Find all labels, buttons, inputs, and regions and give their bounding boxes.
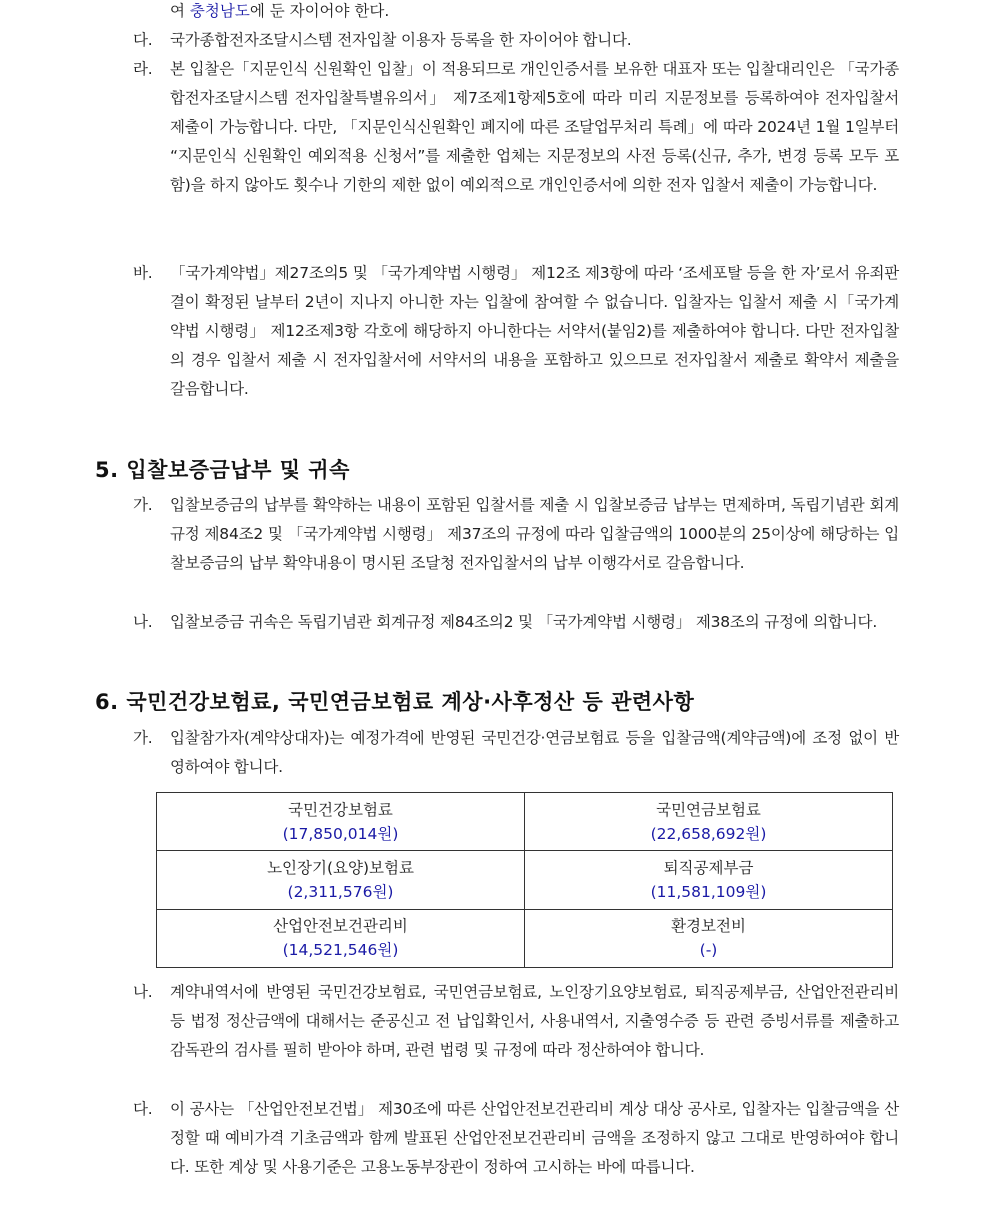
region-highlight: 충청남도	[189, 2, 250, 20]
table-cell	[157, 851, 525, 909]
table-row	[157, 793, 893, 851]
cell-label: 국민연금보험료	[656, 800, 761, 819]
cell-amount: (22,658,692원)	[650, 824, 767, 843]
continuation-prefix: 여	[170, 2, 190, 20]
list-item-ba	[133, 259, 899, 404]
item-marker: 바.	[133, 264, 153, 282]
table-cell	[157, 793, 525, 851]
section-5-heading: 5. 입찰보증금납부 및 귀속	[95, 458, 350, 482]
item-text: 국가종합전자조달시스템 전자입찰 이용자 등록을 한 자이어야 합니다.	[170, 31, 632, 49]
item-marker: 다.	[133, 31, 153, 49]
item-text: 본 입찰은「지문인식 신원확인 입찰」이 적용되므로 개인인증서를 보유한 대표자 또는 입찰대리인은 「국가종합전자조달시스템 전자입찰특별유의서」 제7조제1항제5호에 따라 미리 지문정보를 등록하여야 전자입찰서 제출이 가능합니다. 다만, 「지문인식신원확인 폐지에 따른 조달업무처리 특례」에 따라 2024년 1월 1일부터 “지문인식 신원확인 예외적용 신청서”를 제출한 업체는 지문정보의 사전 등록(신규, 추가, 변경 등록 모두 포함)을 하지 않아도 횟수나 기한의 제한 없이 예외적으로 개인인증서에 의한 전자 입찰서 제출이 가능합니다.	[170, 60, 899, 194]
cell-label: 퇴직공제부금	[663, 858, 754, 877]
item-marker: 라.	[133, 60, 153, 78]
item-text: 계약내역서에 반영된 국민건강보험료, 국민연금보험료, 노인장기요양보험료, 퇴직공제부금, 산업안전관리비 등 법정 정산금액에 대해서는 준공신고 전 납입확인서, 사용내역서, 지출영수증 등 관련 증빙서류를 제출하고 감독관의 검사를 필히 받아야 하며, 관련 법령 및 규정에 따라 정산하여야 합니다.	[170, 983, 899, 1059]
cell-amount: (-)	[699, 941, 718, 960]
item-marker: 나.	[133, 983, 153, 1001]
table-cell	[525, 851, 893, 909]
cell-amount: (14,521,546원)	[282, 941, 399, 960]
cell-label: 환경보전비	[671, 917, 746, 936]
cell-label: 국민건강보험료	[288, 800, 393, 819]
item-text: 이 공사는 「산업안전보건법」 제30조에 따른 산업안전보건관리비 계상 대상 공사로, 입찰자는 입찰금액을 산정할 때 예비가격 기초금액과 함께 발표된 산업안전보건관리비 금액을 조정하지 않고 그대로 반영하여야 합니다. 또한 계상 및 사용기준은 고용노동부장관이 정하여 고시하는 바에 따릅니다.	[170, 1100, 899, 1176]
cell-label: 산업안전보건관리비	[273, 917, 408, 936]
section-6-heading: 6. 국민건강보험료, 국민연금보험료 계상·사후정산 등 관련사항	[95, 690, 695, 714]
continuation-suffix: 에 둔 자이어야 한다.	[249, 2, 390, 20]
list-item-ra	[133, 55, 899, 200]
item-text: 입찰보증금의 납부를 확약하는 내용이 포함된 입찰서를 제출 시 입찰보증금 납부는 면제하며, 독립기념관 회계규정 제84조2 및 「국가계약법 시행령」 제37조의 규정에 따라 입찰금액의 1000분의 25이상에 해당하는 입찰보증금의 납부 확약내용이 명시된 조달청 전자입찰서의 납부 이행각서로 갈음합니다.	[170, 496, 899, 572]
item-text: 「국가계약법」제27조의5 및 「국가계약법 시행령」 제12조 제3항에 따라 ‘조세포탈 등을 한 자’로서 유죄판결이 확정된 날부터 2년이 지나지 아니한 자는 입찰에 참여할 수 없습니다. 입찰자는 입찰서 제출 시「국가계약법 시행령」 제12조제3항 각호에 해당하지 아니한다는 서약서(붙임2)를 제출하여야 합니다. 다만 전자입찰의 경우 입찰서 제출 시 전자입찰서에 서약서의 내용을 포함하고 있으므로 전자입찰서 제출로 확약서 제출을 갈음합니다.	[170, 264, 899, 398]
table-cell	[157, 909, 525, 967]
list-item-na	[133, 608, 899, 637]
list-item-na	[133, 978, 899, 1065]
item-marker: 가.	[133, 496, 153, 514]
list-item-da	[133, 26, 899, 55]
item-marker: 다.	[133, 1100, 153, 1118]
table-cell	[525, 909, 893, 967]
list-item-ga	[133, 491, 899, 578]
item-marker: 나.	[133, 613, 153, 631]
insurance-table	[156, 792, 893, 968]
item-text: 입찰참가자(계약상대자)는 예정가격에 반영된 국민건강·연금보험료 등을 입찰금액(계약금액)에 조정 없이 반영하여야 합니다.	[170, 729, 899, 776]
table-cell	[525, 793, 893, 851]
continuation-line	[170, 0, 389, 26]
cell-amount: (11,581,109원)	[650, 882, 767, 901]
item-marker: 가.	[133, 729, 153, 747]
cell-amount: (2,311,576원)	[287, 882, 394, 901]
cell-label: 노인장기(요양)보험료	[267, 858, 414, 877]
item-text: 입찰보증금 귀속은 독립기념관 회계규정 제84조의2 및 「국가계약법 시행령」 제38조의 규정에 의합니다.	[170, 613, 878, 631]
table-row	[157, 909, 893, 967]
list-item-da	[133, 1095, 899, 1182]
cell-amount: (17,850,014원)	[282, 824, 399, 843]
list-item-ga	[133, 724, 899, 782]
table-row	[157, 851, 893, 909]
